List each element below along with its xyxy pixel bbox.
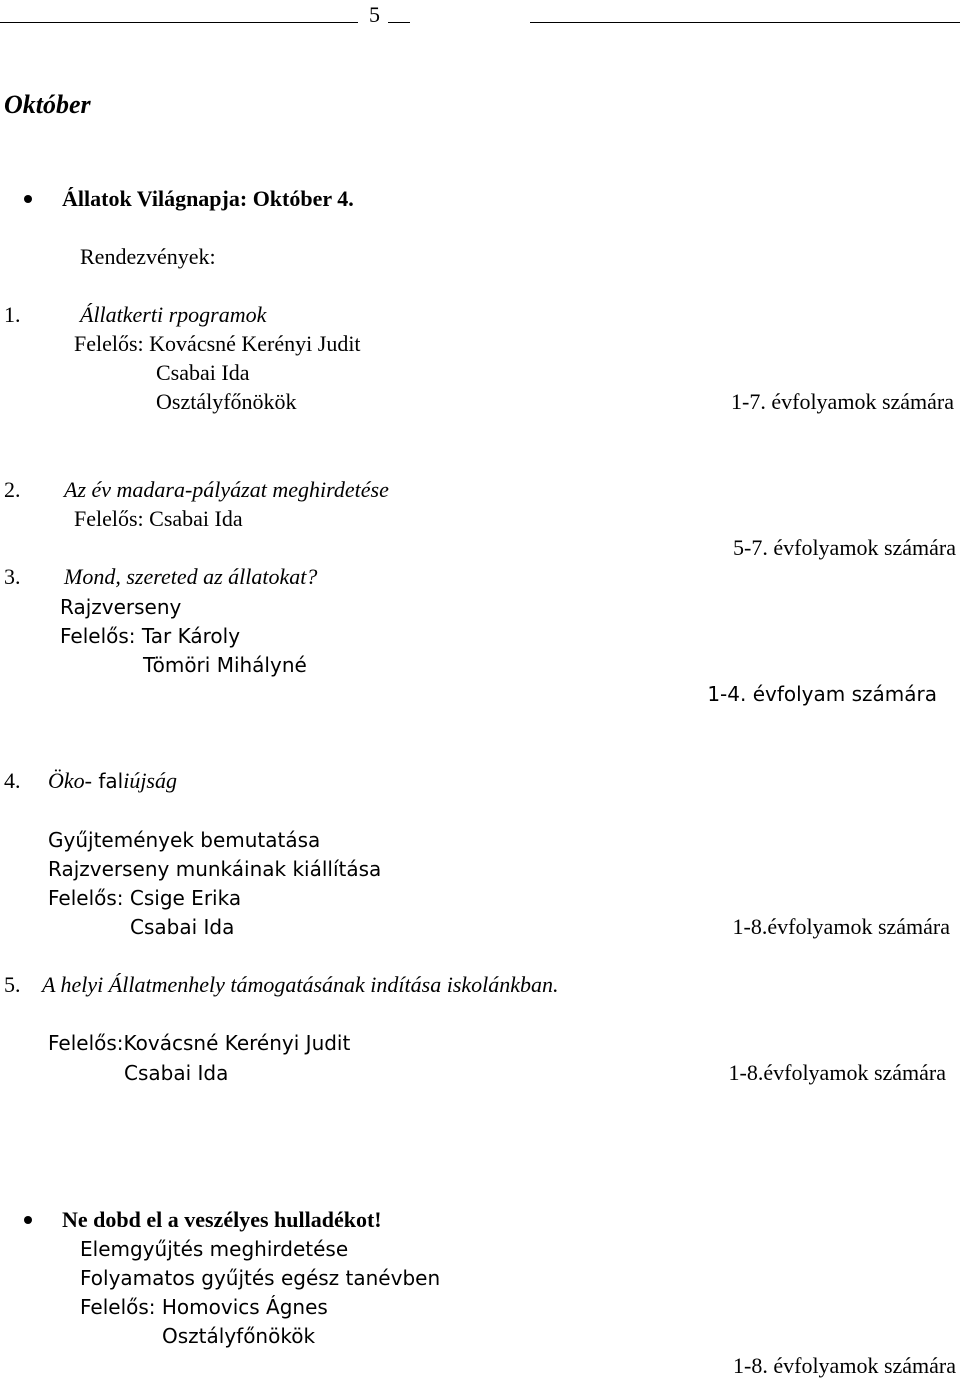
item3-subtitle: Rajzverseny <box>60 595 182 619</box>
header-rule-mid <box>388 22 410 23</box>
section2-line2: Folyamatos gyűjtés egész tanévben <box>80 1266 441 1290</box>
item3-number: 3. <box>4 564 21 589</box>
section1-title: Állatok Világnapja: Október 4. <box>62 186 354 211</box>
item5-audience: 1-8.évfolyamok számára <box>728 1060 946 1085</box>
bullet-icon <box>24 1216 32 1224</box>
item4-title-end: iújság <box>123 768 177 793</box>
section2-audience: 1-8. évfolyamok számára <box>733 1353 956 1378</box>
page-number: 5 <box>369 2 380 27</box>
item2-title: Az év madara-pályázat meghirdetése <box>64 477 389 502</box>
item3-title: Mond, szereted az állatokat? <box>64 564 318 589</box>
item1-person2: Csabai Ida <box>156 360 250 385</box>
item4-line1: Gyűjtemények bemutatása <box>48 828 321 852</box>
item3-responsible: Felelős: Tar Károly <box>60 624 241 648</box>
item4-number: 4. <box>4 768 21 793</box>
month-title: Október <box>4 90 91 119</box>
header-rule-left <box>0 22 358 23</box>
item4-line2: Rajzverseny munkáinak kiállítása <box>48 857 382 881</box>
item2-responsible: Felelős: Csabai Ida <box>74 506 243 531</box>
item4-title-mid: fal <box>91 769 124 793</box>
section2-line1: Elemgyűjtés meghirdetése <box>80 1237 349 1261</box>
section2-title: Ne dobd el a veszélyes hulladékot! <box>62 1207 382 1232</box>
item5-title: A helyi Állatmenhely támogatásának indítása iskolánkban. <box>42 972 559 997</box>
item1-person3: Osztályfőnökök <box>156 389 297 414</box>
events-label: Rendezvények: <box>80 244 216 269</box>
item3-audience: 1-4. évfolyam számára <box>707 682 937 706</box>
item2-audience: 5-7. évfolyamok számára <box>733 535 956 560</box>
section2-person2: Osztályfőnökök <box>162 1324 316 1348</box>
item4-title <box>48 768 177 794</box>
item4-audience: 1-8.évfolyamok számára <box>732 914 950 939</box>
item5-number: 5. <box>4 972 21 997</box>
item3-person2: Tömöri Mihályné <box>143 653 307 677</box>
item2-number: 2. <box>4 477 21 502</box>
item5-responsible: Felelős:Kovácsné Kerényi Judit <box>48 1031 351 1055</box>
section2-responsible: Felelős: Homovics Ágnes <box>80 1295 328 1319</box>
item1-number: 1. <box>4 302 21 327</box>
item4-title-start: Öko- <box>48 768 92 793</box>
bullet-icon <box>24 195 32 203</box>
item4-person2: Csabai Ida <box>130 915 235 939</box>
item1-title: Állatkerti rpogramok <box>80 302 267 327</box>
header-rule-right <box>530 22 960 23</box>
item5-person2: Csabai Ida <box>124 1061 229 1085</box>
item4-responsible: Felelős: Csige Erika <box>48 886 242 910</box>
item1-responsible: Felelős: Kovácsné Kerényi Judit <box>74 331 361 356</box>
item1-audience: 1-7. évfolyamok számára <box>731 389 954 414</box>
